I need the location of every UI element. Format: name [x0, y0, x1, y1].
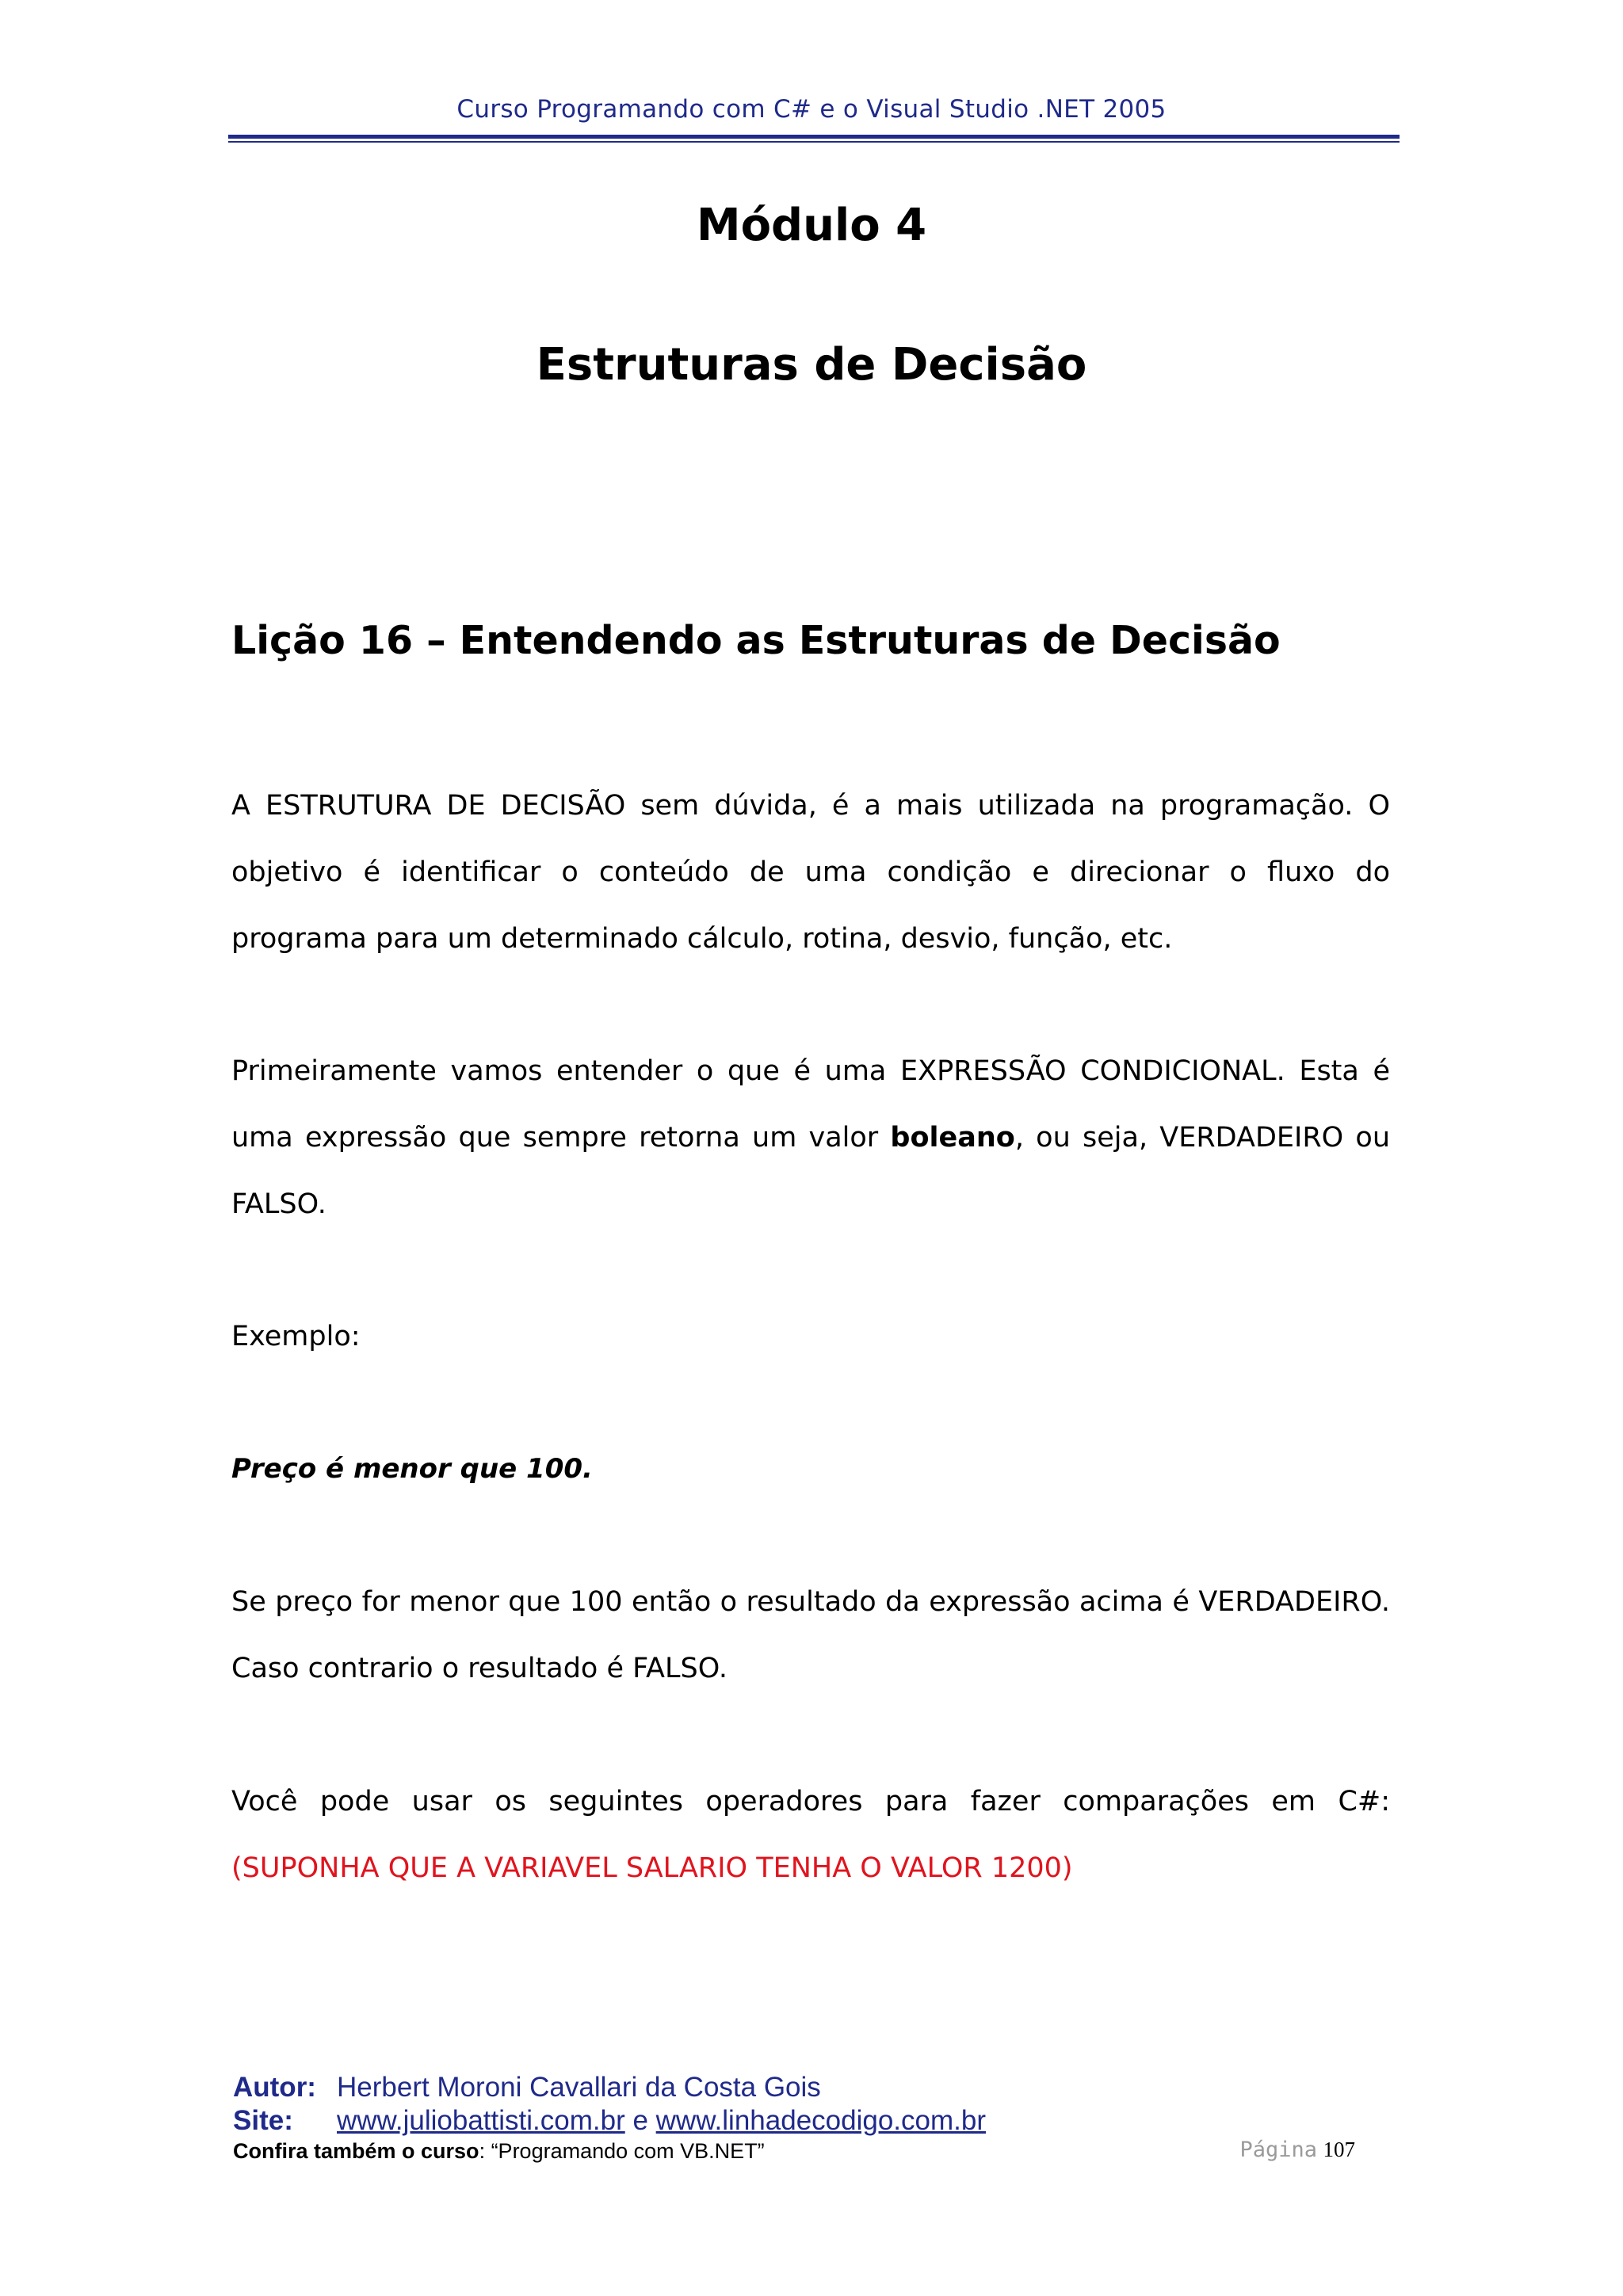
module-title: Módulo 4 — [696, 200, 927, 251]
chapter-title: Estruturas de Decisão — [536, 339, 1087, 391]
site-link-linhadecodigo[interactable]: www.linhadecodigo.com.br — [655, 2105, 986, 2136]
example-expression: Preço é menor que 100. — [231, 1453, 593, 1485]
author-label: Autor: — [233, 2072, 316, 2103]
site-link-juliobattisti[interactable]: www.juliobattisti.com.br — [337, 2105, 625, 2136]
page-number-label: Página — [1239, 2138, 1317, 2162]
author-name: Herbert Moroni Cavallari da Costa Gois — [337, 2072, 821, 2103]
course-note-text: : “Programando com VB.NET” — [479, 2139, 765, 2163]
paragraph-conditional-expression — [231, 1038, 1390, 1238]
page-number-value: 107 — [1323, 2138, 1355, 2161]
paragraph-example-label: Exemplo: — [231, 1321, 361, 1352]
paragraph-text: Primeiramente vamos entender o que é uma EXPRESSÃO CONDICIONAL. Esta é uma expressão que sempre retorna um valor — [231, 1055, 1390, 1154]
footer-author-row — [233, 2071, 1406, 2104]
header-rule-thick — [228, 135, 1400, 139]
running-header: Curso Programando com C# e o Visual Studio .NET 2005 — [456, 95, 1167, 124]
course-note-label: Confira também o curso — [233, 2139, 479, 2163]
paragraph-operators — [231, 1768, 1390, 1901]
lesson-title: Lição 16 – Entendendo as Estruturas de Decisão — [231, 618, 1281, 663]
page-number — [1239, 2138, 1355, 2162]
paragraph-text: , ou seja, VERDADEIRO ou FALSO. — [231, 1122, 1391, 1220]
page-footer — [233, 2071, 1406, 2164]
salary-assumption-note: (SUPONHA QUE A VARIAVEL SALARIO TENHA O VALOR 1200) — [231, 1852, 1073, 1884]
operators-intro-text: Você pode usar os seguintes operadores para fazer comparações em C#: — [231, 1786, 1390, 1817]
header-rule-thin — [228, 141, 1400, 143]
bold-term-boleano: boleano — [890, 1122, 1015, 1154]
footer-site-row — [233, 2104, 1406, 2138]
site-separator: e — [624, 2105, 656, 2136]
paragraph-intro: A ESTRUTURA DE DECISÃO sem dúvida, é a mais utilizada na programação. O objetivo é identificar o conteúdo de uma condição e direcionar o fluxo do programa para um determinado cálculo, rotina, desvio, função, etc. — [231, 790, 1390, 955]
site-label: Site: — [233, 2105, 293, 2136]
paragraph-example-explanation: Se preço for menor que 100 então o resultado da expressão acima é VERDADEIRO. Caso contrario o resultado é FALSO. — [231, 1586, 1390, 1684]
footer-course-note — [233, 2138, 1406, 2164]
